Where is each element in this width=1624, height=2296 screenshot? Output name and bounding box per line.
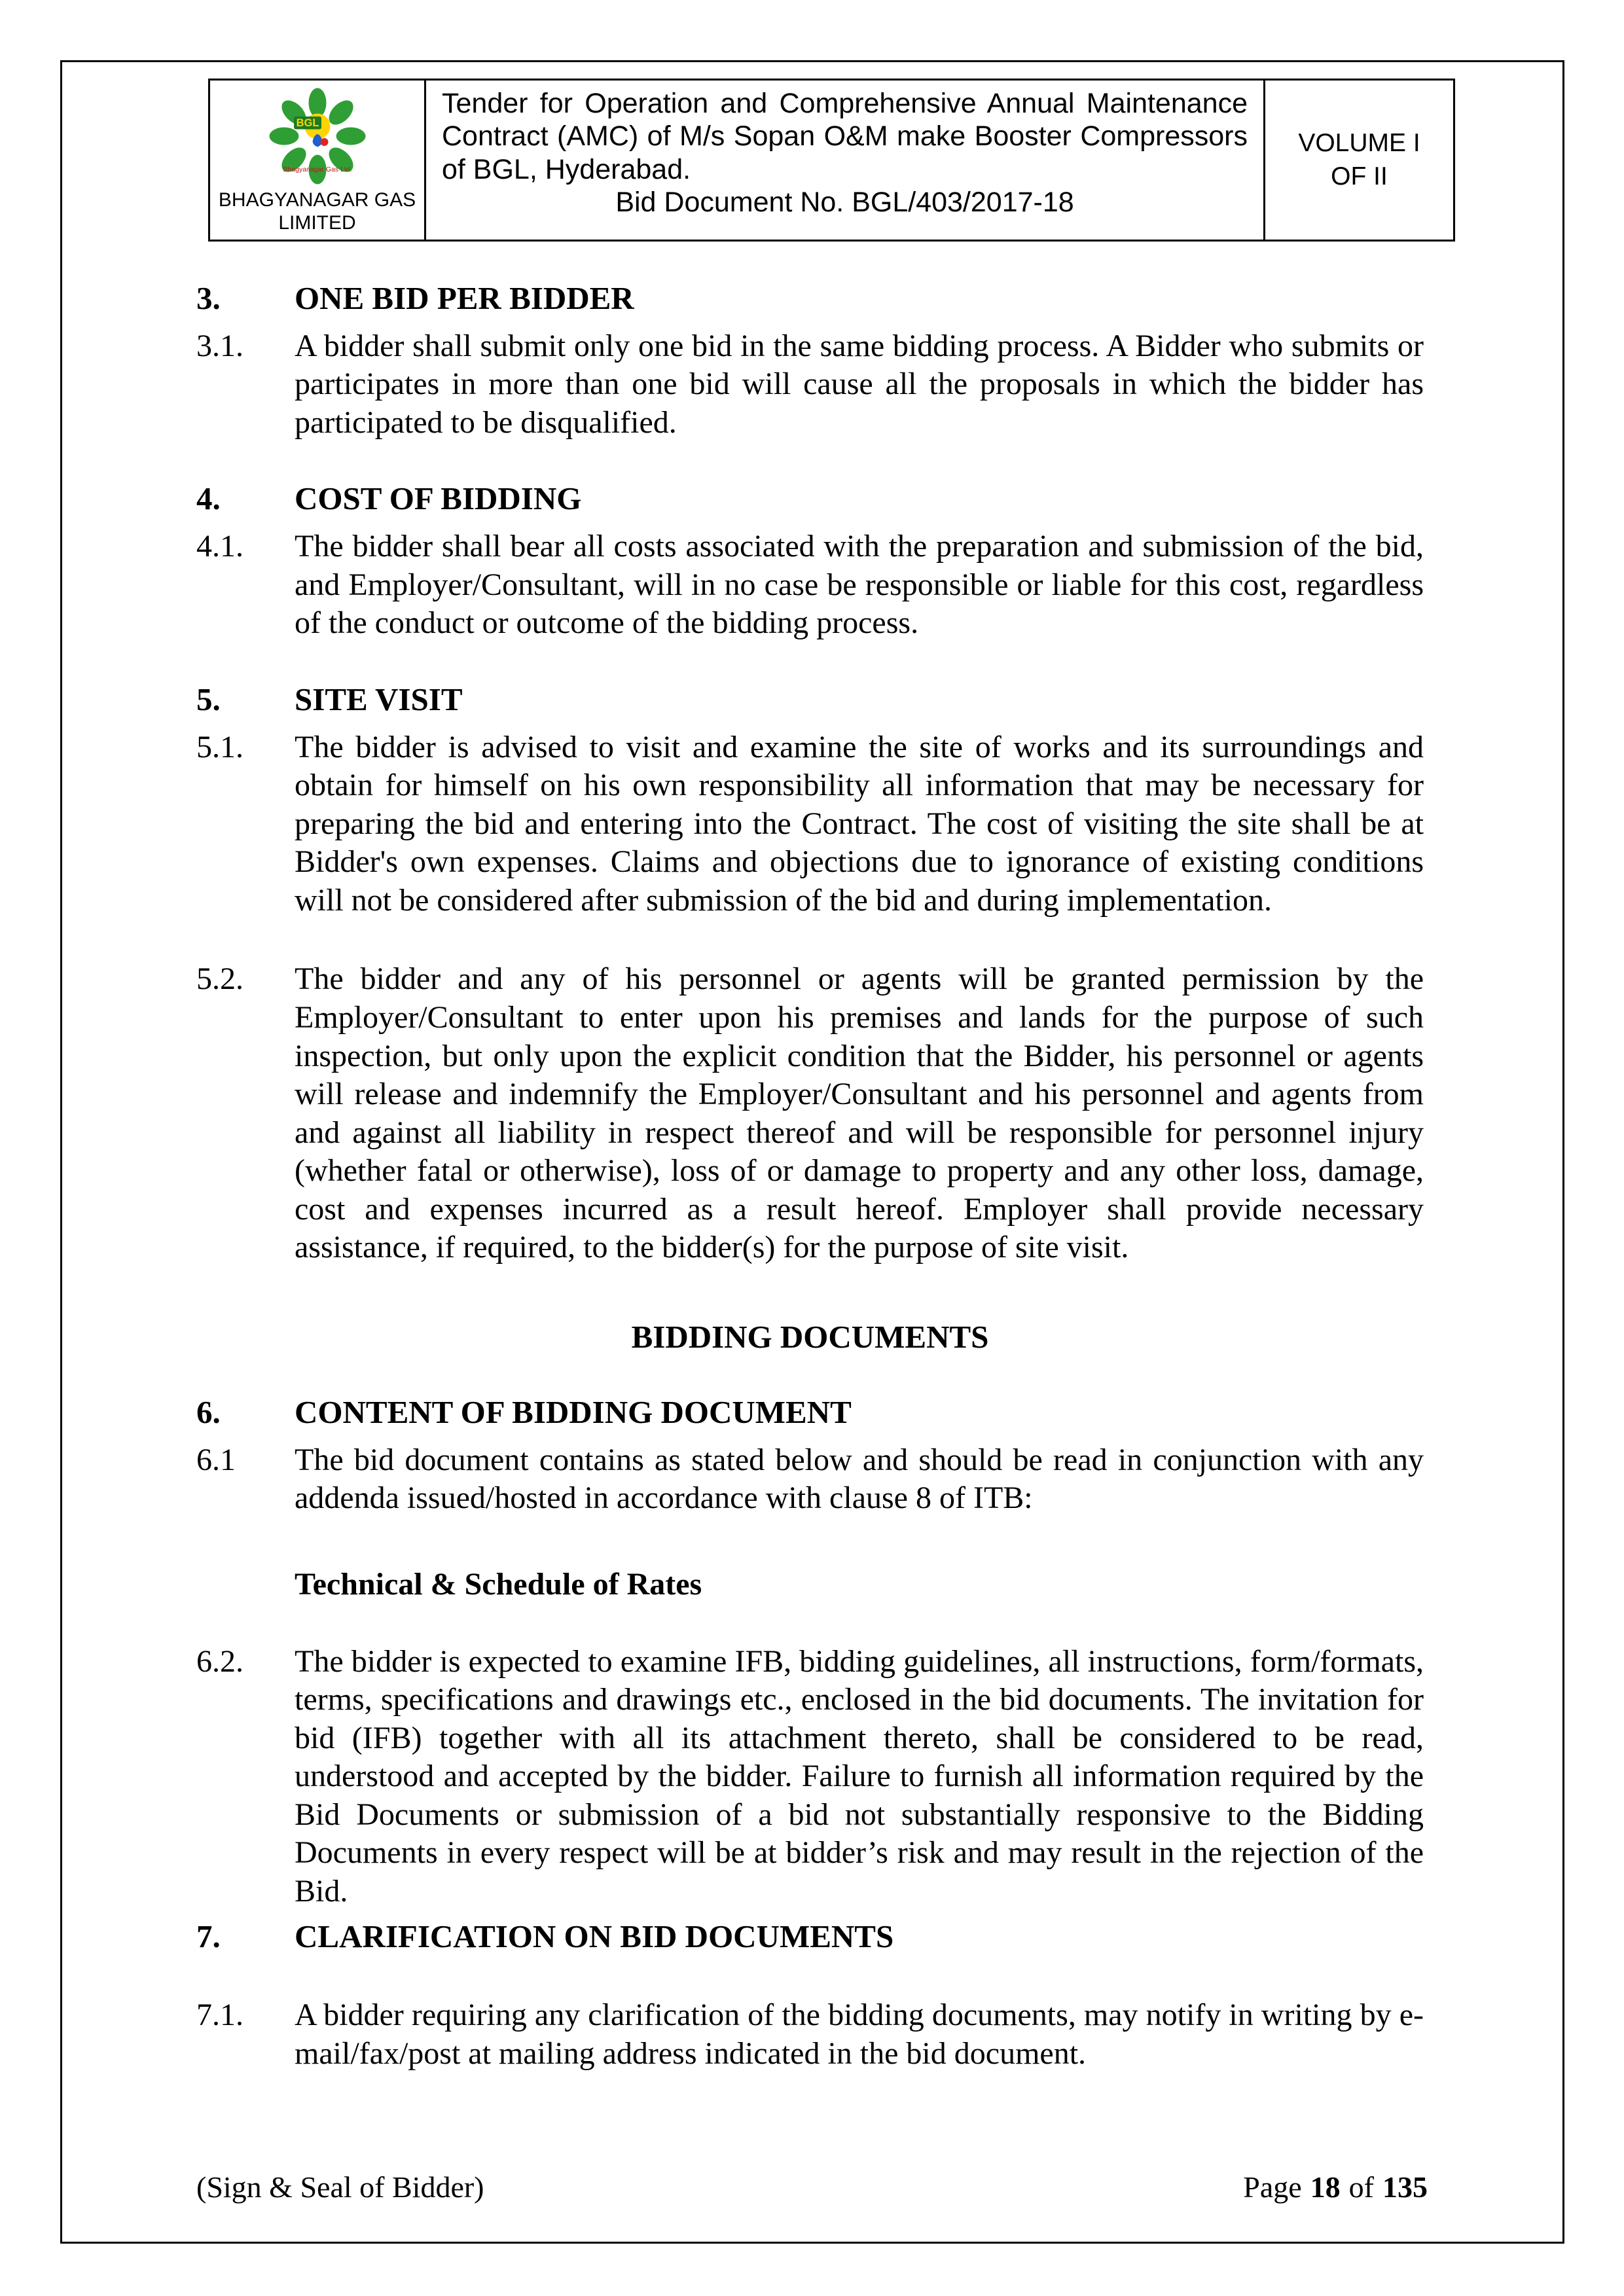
paragraph-text: A bidder shall submit only one bid in the same bidding process. A Bidder who submits or participates in more than one bid will cause all the proposals in which the bidder has participated to be disqualified. [295, 328, 1424, 440]
page-content [196, 79, 1460, 2073]
section-heading: SITE VISIT [295, 681, 463, 717]
paragraph [196, 960, 1460, 1266]
tender-title: Tender for Operation and Comprehensive Annual Maintenance Contract (AMC) of M/s Sopan O&M make Booster Compressors of BGL, Hyderabad. [442, 88, 1248, 185]
paragraph-number: 5.2. [196, 961, 244, 997]
section-cost-of-bidding [196, 480, 1460, 642]
page-number [1243, 2170, 1428, 2204]
logo-banner-text: BGL [296, 117, 319, 129]
paragraph-number: 3.1. [196, 328, 244, 363]
sign-seal-label: (Sign & Seal of Bidder) [196, 2170, 484, 2204]
section-number: 6. [196, 1393, 221, 1430]
paragraph-number: 6.1 [196, 1442, 236, 1477]
paragraph-text: The bidder shall bear all costs associated with the preparation and submission of the bid, and Employer/Consultant, will in no case be responsible or liable for this cost, regardless of the conduct or outcome of the bidding process. [295, 529, 1424, 641]
section-number: 4. [196, 480, 221, 517]
paragraph-text: A bidder requiring any clarification of the bidding documents, may notify in writing by e-mail/fax/post at mailing address indicated in the bid document. [295, 1998, 1424, 2071]
page-label: Page [1243, 2170, 1302, 2204]
header-table [208, 79, 1455, 242]
paragraph-text: The bidder is expected to examine IFB, bidding guidelines, all instructions, form/formats, terms, specifications and drawings etc., enclosed in the bid documents. The invitation for bid (IFB) together with all its attachment thereto, shall be considered to be read, understood and accepted by the bidder. Failure to furnish all information required by the Bid Documents or submission of a bid not substantially responsive to the Bidding Documents in every respect will be at bidder’s risk and may result in the rejection of the Bid. [295, 1643, 1424, 1909]
header-title-cell [426, 81, 1263, 240]
section-number: 3. [196, 280, 221, 316]
bgl-logo-icon [268, 87, 367, 185]
paragraph-number: 6.2. [196, 1643, 244, 1679]
bid-document-number: Bid Document No. BGL/403/2017-18 [615, 186, 1074, 218]
section-site-visit [196, 681, 1460, 1267]
paragraph [196, 327, 1460, 442]
header-volume-cell [1263, 81, 1453, 240]
paragraph [196, 1643, 1460, 1911]
paragraph [196, 528, 1460, 643]
page-of-label: of [1348, 2170, 1374, 2204]
section-heading: COST OF BIDDING [295, 480, 582, 517]
header-logo-cell [210, 81, 426, 240]
company-name-line2: LIMITED [278, 211, 356, 234]
section-content-of-bidding-document [196, 1393, 1460, 1911]
bidding-documents-heading: BIDDING DOCUMENTS [631, 1318, 989, 1355]
section-one-bid-per-bidder [196, 279, 1460, 442]
section-number: 5. [196, 681, 221, 717]
page-total: 135 [1382, 2170, 1428, 2204]
section-clarification-on-bid-documents [196, 1918, 1460, 2073]
page-current: 18 [1310, 2170, 1341, 2204]
paragraph-text: The bidder is advised to visit and examine the site of works and its surroundings and obtain for himself on his own responsibility all information that may be necessary for preparing the bid and entering into the Contract. The cost of visiting the site shall be at Bidder's own expenses. Claims and objections due to ignorance of existing conditions will not be considered after submission of the bid and during implementation. [295, 729, 1424, 918]
volume-line2: OF II [1331, 162, 1388, 190]
section-heading: ONE BID PER BIDDER [295, 280, 634, 316]
company-name-line1: BHAGYANAGAR GAS [218, 189, 416, 211]
volume-line1: VOLUME I [1298, 128, 1420, 157]
logo-caption-text: Bhagyanagar Gas Ltd. [282, 166, 352, 173]
paragraph-text: The bid document contains as stated below and should be read in conjunction with any addenda issued/hosted in accordance with clause 8 of ITB: [295, 1442, 1424, 1516]
technical-schedule-subheading: Technical & Schedule of Rates [295, 1566, 702, 1602]
section-heading: CLARIFICATION ON BID DOCUMENTS [295, 1918, 894, 1954]
paragraph-number: 4.1. [196, 529, 244, 564]
paragraph [196, 728, 1460, 920]
paragraph-text: The bidder and any of his personnel or agents will be granted permission by the Employer/Consultant to enter upon his premises and lands for the purpose of such inspection, but only upon the explicit condition that the Bidder, his personnel or agents will release and indemnify the Employer/Consultant and his personnel and agents from and against all liability in respect thereof and will be responsible for personnel injury (whether fatal or otherwise), loss of or damage to property and any other loss, damage, cost and expenses incurred as a result hereof. Employer shall provide necessary assistance, if required, to the bidder(s) for the purpose of site visit. [295, 961, 1424, 1265]
paragraph [196, 1441, 1460, 1518]
section-heading: CONTENT OF BIDDING DOCUMENT [295, 1393, 852, 1430]
paragraph [196, 1996, 1460, 2073]
paragraph-number: 5.1. [196, 729, 244, 764]
paragraph-number: 7.1. [196, 1998, 244, 2033]
page-footer [196, 2170, 1428, 2204]
section-number: 7. [196, 1918, 221, 1954]
